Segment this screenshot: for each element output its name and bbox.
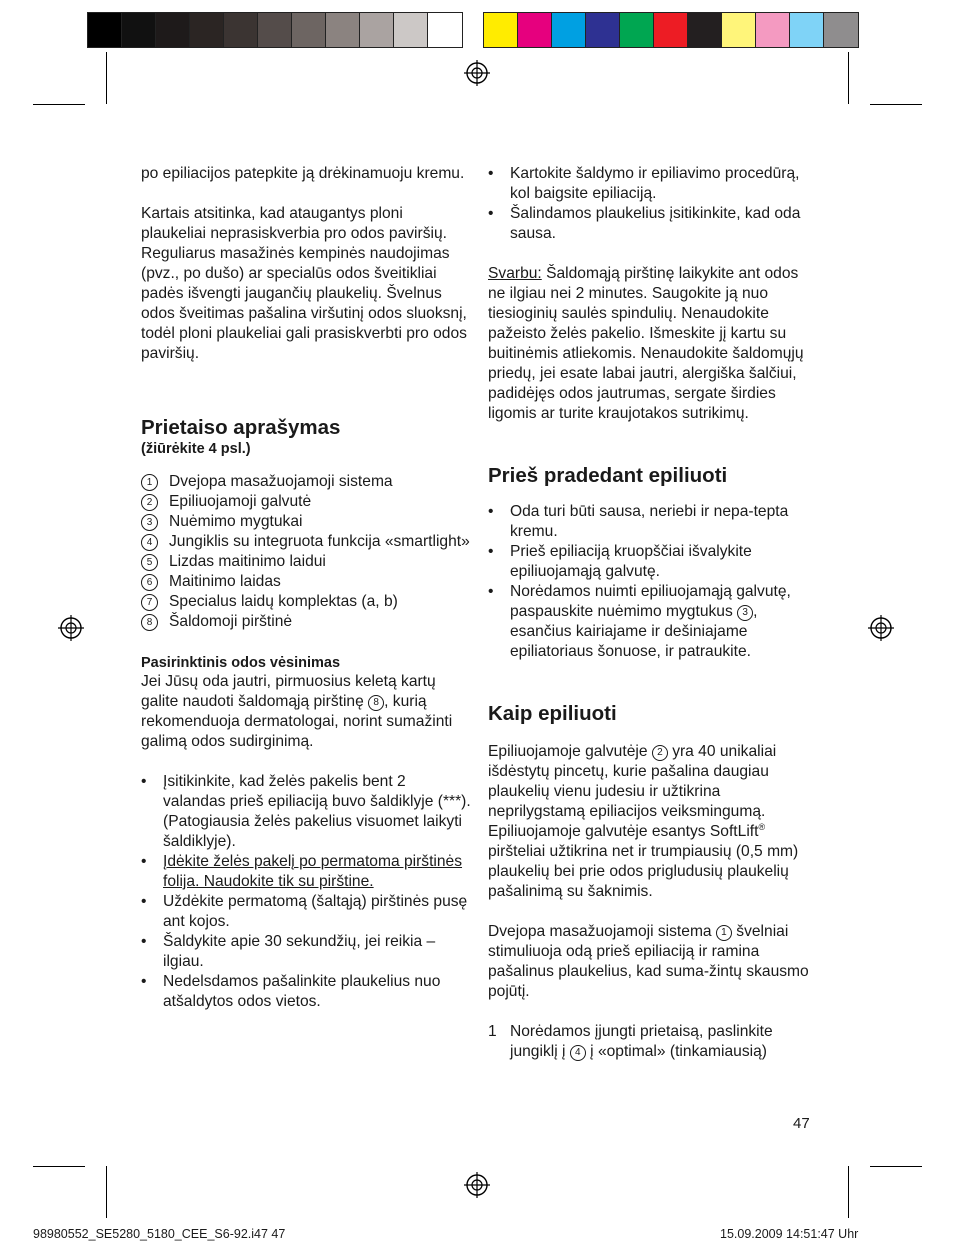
list-item: • Šalindamos plaukelius įsitikinkite, kad oda sausa.: [488, 204, 818, 244]
crop-mark: [33, 1166, 85, 1167]
color-swatch: [360, 13, 394, 47]
color-swatch: [394, 13, 428, 47]
registration-mark-icon: [58, 615, 84, 641]
color-swatch: [790, 13, 824, 47]
list-item: • Kartokite šaldymo ir epiliavimo procedūrą, kol baigsite epiliaciją.: [488, 164, 818, 204]
print-footer-timestamp: 15.09.2009 14:51:47 Uhr: [720, 1227, 859, 1241]
color-swatch: [326, 13, 360, 47]
crop-mark: [106, 1166, 107, 1218]
warning-text: Šaldomąją pirštinę laikykite ant odos ne ilgiau nei 2 minutes. Saugokite ją nuo tiesioginių saulės spindulių. Nenaudokite pažeisto želės pakelio. Išmeskite jį kartu su buitinėmis atliekomis. Nenaudokite šaldomųjų priedų, jei esate labai jautri, alergiška šalčiui, padidėjęs odos jautrumas, sergate širdies ligomis ar turite kraujotakos sutrikimų.: [488, 265, 804, 422]
paragraph-epilation-head: [488, 742, 818, 902]
crop-mark: [870, 104, 922, 105]
number-circle: 4: [570, 1045, 586, 1061]
color-swatch: [258, 13, 292, 47]
color-swatch: [824, 13, 858, 47]
crop-mark: [106, 52, 107, 104]
list-item: [141, 492, 471, 512]
part-label: Lizdas maitinimo laidui: [169, 553, 326, 570]
list-item: [488, 1022, 818, 1062]
crop-mark: [870, 1166, 922, 1167]
color-swatch: [756, 13, 790, 47]
color-swatch: [688, 13, 722, 47]
part-label: Šaldomoji pirštinė: [169, 613, 293, 630]
list-item: • Oda turi būti sausa, neriebi ir nepa-tepta kremu.: [488, 502, 818, 542]
text: , esančius kairiajame ir dešiniajame epiliatoriaus šonuose, ir patraukite.: [510, 603, 758, 660]
subheading-see-page: (žiūrėkite 4 psl.): [141, 441, 251, 457]
color-swatch: [292, 13, 326, 47]
left-column: [141, 164, 471, 1012]
list-item: [141, 852, 471, 892]
list-item: [141, 612, 471, 632]
text: švelniai stimuliuoja odą prieš epiliaciją ir ramina pašalinus plaukelius, kad suma-žintų skausmo pojūtį.: [488, 923, 809, 1000]
registered-mark: ®: [758, 821, 766, 832]
list-item: [141, 512, 471, 532]
right-column: [488, 164, 818, 1062]
text: piršteliai užtikrina net ir trumpiausių (0,5 mm) plaukelių bei prie odos prigludusių plaukelių pašalinimą su šaknimis.: [488, 843, 799, 900]
color-swatch: [722, 13, 756, 47]
part-label: Epiliuojamoji galvutė: [169, 493, 312, 510]
part-label: Maitinimo laidas: [169, 573, 281, 590]
crop-mark: [33, 104, 85, 105]
list-item: • Uždėkite permatomą (šaltąją) pirštinės pusę ant kojos.: [141, 892, 471, 932]
part-label: Jungiklis su integruota funkcija «smartlight»: [169, 533, 470, 550]
list-item: [141, 532, 471, 552]
number-circle: 8: [368, 695, 384, 711]
color-swatch: [156, 13, 190, 47]
list-item: • Įsitikinkite, kad želės pakelis bent 2 valandas prieš epiliaciją buvo šaldiklyje (***). (Patogiausia želės pakelius visuomet laikyti šaldiklyje).: [141, 772, 471, 852]
color-swatch: [484, 13, 518, 47]
crop-mark: [848, 52, 849, 104]
number-circle: 8: [141, 614, 158, 631]
text: Jei Jūsų oda jautri, pirmuosius keletą kartų galite naudoti šaldomąją pirštinę: [141, 673, 436, 710]
number-circle: 2: [141, 494, 158, 511]
registration-mark-icon: [464, 60, 490, 86]
cooling-steps-list: [141, 772, 471, 1012]
number-circle: 5: [141, 554, 158, 571]
color-swatch: [190, 13, 224, 47]
color-swatch: [586, 13, 620, 47]
text: Epiliuojamoje galvutėje: [488, 743, 648, 760]
list-item: [141, 592, 471, 612]
color-swatch: [552, 13, 586, 47]
parts-list: [141, 472, 471, 632]
list-item: • Nedelsdamos pašalinkite plaukelius nuo atšaldytos odos vietos.: [141, 972, 471, 1012]
paragraph-ingrown-hairs: Kartais atsitinka, kad ataugantys ploni plaukeliai neprasiskverbia pro odos paviršių. Reguliarus masažinės kempinės naudojimas (pvz., po dušo) ar specialūs odos šveitikliai padės išvengti jaugančių plaukelių. Švelnus odos šveitimas pašalina viršutinį odos sluoksnį, todėl ploni plaukeliai gali prasiskverbti pro odos paviršių.: [141, 205, 467, 362]
list-item: [141, 472, 471, 492]
color-swatch: [224, 13, 258, 47]
paragraph-warning: [488, 264, 818, 424]
text: Norėdamos nuimti epiliuojamąją galvutę, paspauskite nuėmimo mygtukus: [510, 583, 791, 620]
cooling-steps-list-continued: [488, 164, 818, 244]
number-circle: 1: [141, 474, 158, 491]
number-circle: 3: [141, 514, 158, 531]
heading-how-to-epilate: Kaip epiliuoti: [488, 702, 617, 725]
text: į «optimal» (tinkamiausią): [585, 1043, 767, 1060]
step-number: 1: [488, 1023, 497, 1040]
registration-mark-icon: [868, 615, 894, 641]
color-swatch: [88, 13, 122, 47]
color-swatch: [654, 13, 688, 47]
text: Norėdamos įjungti prietaisą, paslinkite jungiklį į: [510, 1023, 773, 1060]
print-footer-file: 98980552_SE5280_5180_CEE_S6-92.i47 47: [33, 1227, 286, 1241]
epilation-steps-list: [488, 1022, 818, 1062]
text: Dvejopa masažuojamoji sistema: [488, 923, 712, 940]
part-label: Dvejopa masažuojamoji sistema: [169, 473, 393, 490]
list-item: • Šaldykite apie 30 sekundžių, jei reikia – ilgiau.: [141, 932, 471, 972]
color-swatch: [122, 13, 156, 47]
color-calibration-bar-left: [87, 12, 463, 48]
paragraph-skin-cooling: [141, 672, 471, 752]
underlined-text: Įdėkite želės pakelį po permatoma pirštinės folija. Naudokite tik su pirštine.: [163, 853, 463, 890]
text: yra 40 unikaliai išdėstytų pincetų, kurie pašalina daugiau plaukelių vienu judesiu ir užtikrina neprilygstamą epiliacijos veiksmingumą. Epiliuojamoje galvutėje esantys SoftLift: [488, 743, 777, 840]
number-circle: 7: [141, 594, 158, 611]
crop-mark: [848, 1166, 849, 1218]
number-circle: 1: [716, 925, 732, 941]
preparation-list: [488, 502, 818, 662]
page-number: 47: [793, 1115, 810, 1132]
registration-mark-icon: [464, 1172, 490, 1198]
heading-device-description: Prietaiso aprašymas: [141, 416, 341, 439]
subheading-skin-cooling: Pasirinktinis odos vėsinimas: [141, 655, 341, 671]
number-circle: 6: [141, 574, 158, 591]
paragraph-massage-system: [488, 922, 818, 1002]
warning-label: Svarbu:: [488, 265, 542, 282]
list-item: [141, 552, 471, 572]
paragraph-aftercare: po epiliacijos patepkite ją drėkinamuoju kremu.: [141, 165, 465, 182]
text: , kurią rekomenduoja dermatologai, norint sumažinti galimą odos sudirginimą.: [141, 693, 453, 750]
number-circle: 3: [737, 605, 753, 621]
color-swatch: [428, 13, 462, 47]
heading-before-epilating: Prieš pradedant epiliuoti: [488, 464, 728, 487]
number-circle: 2: [652, 745, 668, 761]
color-swatch: [518, 13, 552, 47]
list-item: • Prieš epiliaciją kruopščiai išvalykite epiliuojamąją galvutę.: [488, 542, 818, 582]
part-label: Specialus laidų komplektas (a, b): [169, 593, 398, 610]
list-item: [488, 582, 818, 662]
list-item: [141, 572, 471, 592]
color-calibration-bar-right: [483, 12, 859, 48]
part-label: Nuėmimo mygtukai: [169, 513, 303, 530]
number-circle: 4: [141, 534, 158, 551]
color-swatch: [620, 13, 654, 47]
